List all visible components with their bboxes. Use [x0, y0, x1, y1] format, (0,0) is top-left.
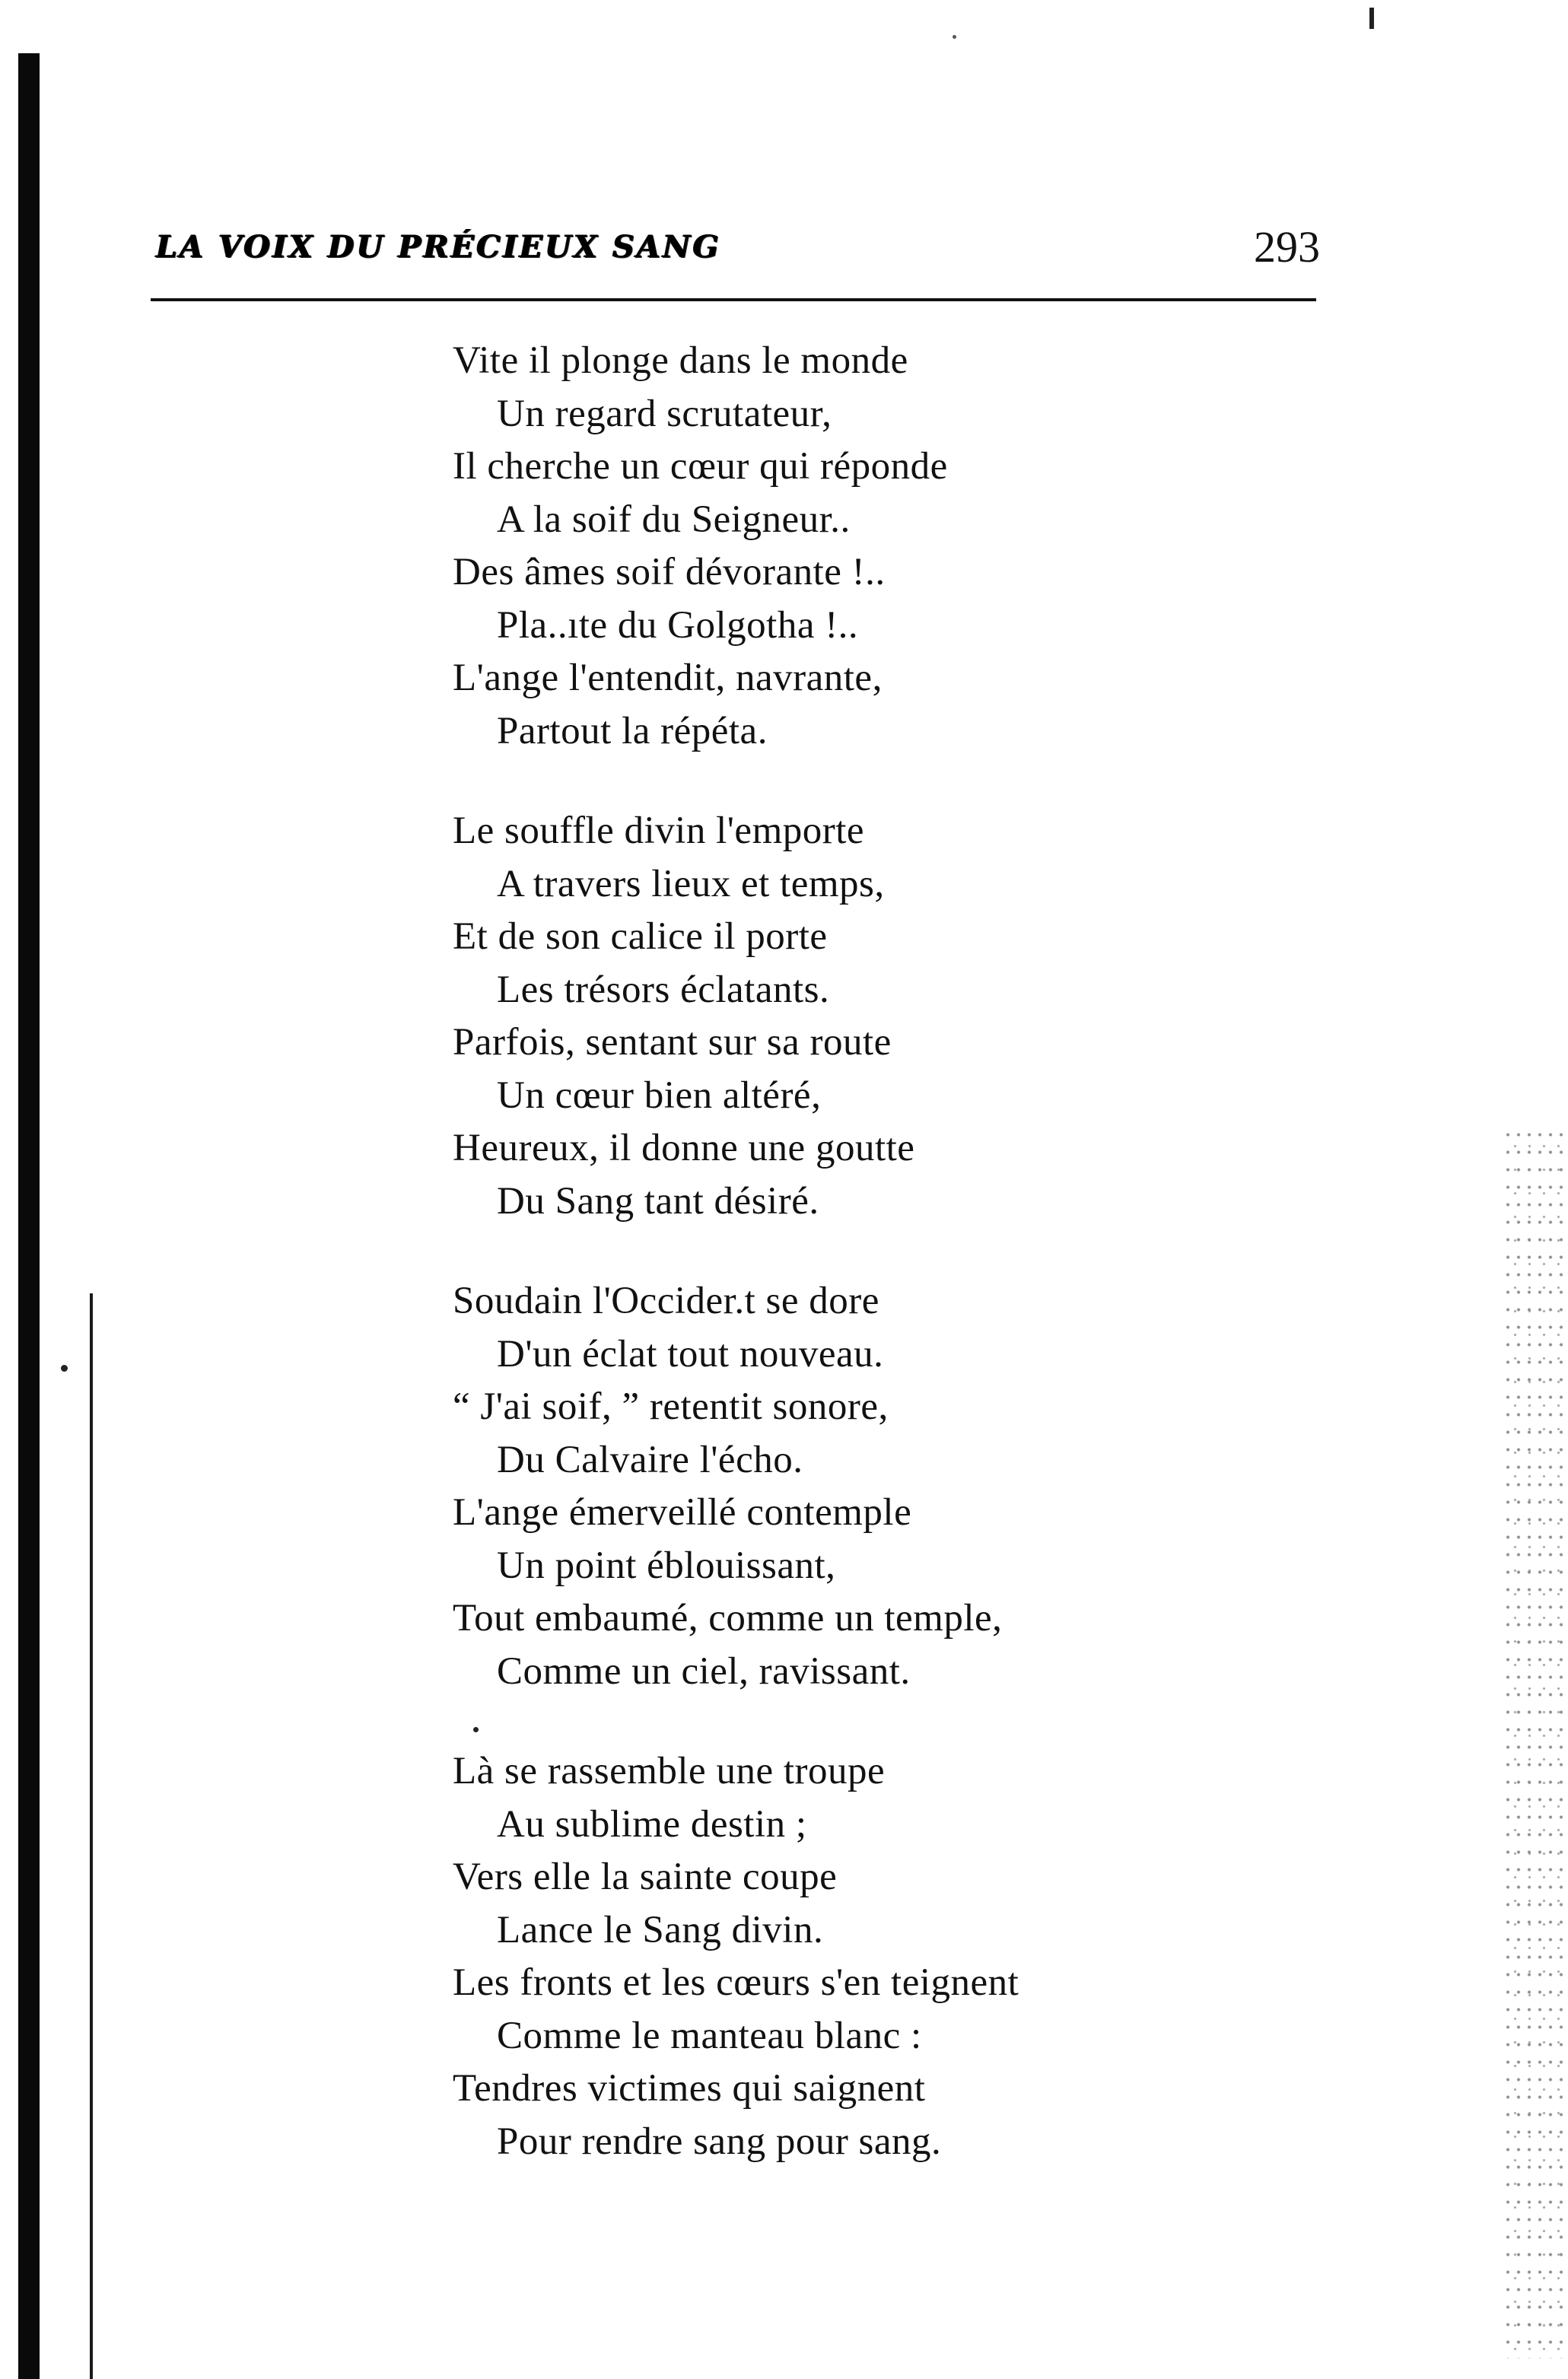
verse-line: “ J'ai soif, ” retentit sonore, — [453, 1385, 889, 1428]
verse-line: Pour rendre sang pour sang. — [497, 2120, 942, 2163]
stanza — [453, 1745, 1290, 2168]
verse-line: Pla..ıte du Golgotha !.. — [497, 603, 859, 647]
verse-line: Partout la répéta. — [497, 709, 768, 752]
verse-line: D'un éclat tout nouveau. — [497, 1332, 884, 1376]
scan-mark — [1369, 8, 1374, 29]
verse-line: Et de son calice il porte — [453, 915, 828, 958]
verse-line: Il cherche un cœur qui réponde — [453, 445, 948, 488]
verse-line: Comme le manteau blanc : — [497, 2014, 922, 2057]
stanza — [453, 335, 1290, 758]
verse-line: L'ange émerveillé contemple — [453, 1491, 912, 1534]
binding-shadow — [18, 53, 40, 2379]
verse-line: A la soif du Seigneur.. — [497, 498, 851, 541]
verse-line: Les trésors éclatants. — [497, 968, 830, 1011]
verse-line: Parfois, sentant sur sa route — [453, 1021, 892, 1064]
verse-line: Du Calvaire l'écho. — [497, 1438, 803, 1481]
running-title: LA VOIX DU PRÉCIEUX SANG — [156, 228, 721, 265]
verse-line: Le souffle divin l'emporte — [453, 809, 865, 852]
verse-line: Vers elle la sainte coupe — [453, 1856, 838, 1898]
scan-speck — [953, 35, 956, 39]
page-number: 293 — [1254, 221, 1320, 272]
binding-line — [90, 1293, 93, 2379]
verse-line: Tendres victimes qui saignent — [453, 2067, 926, 2110]
verse-line: Un regard scrutateur, — [497, 392, 832, 435]
stanza — [453, 1275, 1290, 1698]
verse-line: Un point éblouissant, — [497, 1544, 836, 1587]
stanza — [453, 805, 1290, 1228]
verse-line: Les fronts et les cœurs s'en teignent — [453, 1961, 1019, 2004]
scan-noise — [1503, 1126, 1563, 2358]
header-rule — [151, 298, 1316, 301]
running-head — [156, 219, 1320, 274]
verse-line: Un cœur bien altéré, — [497, 1073, 822, 1117]
verse-line: A travers lieux et temps, — [497, 862, 885, 905]
verse-line: Heureux, il donne une goutte — [453, 1127, 915, 1169]
verse-line: Tout embaumé, comme un temple, — [453, 1597, 1003, 1640]
verse-line: L'ange l'entendit, navrante, — [453, 657, 883, 699]
verse-line: Au sublime destin ; — [497, 1802, 807, 1846]
verse-line: Lance le Sang divin. — [497, 1908, 824, 1951]
verse-line: Là se rassemble une troupe — [453, 1750, 886, 1792]
verse-line: Des âmes soif dévorante !.. — [453, 551, 886, 593]
verse-line: Vite il plonge dans le monde — [453, 339, 908, 382]
verse-line: Soudain l'Occider.t se dore — [453, 1280, 879, 1322]
verse-line: Du Sang tant désiré. — [497, 1179, 819, 1223]
poem — [453, 335, 1290, 2215]
verse-line: Comme un ciel, ravissant. — [497, 1649, 911, 1693]
scan-speck — [61, 1365, 68, 1372]
